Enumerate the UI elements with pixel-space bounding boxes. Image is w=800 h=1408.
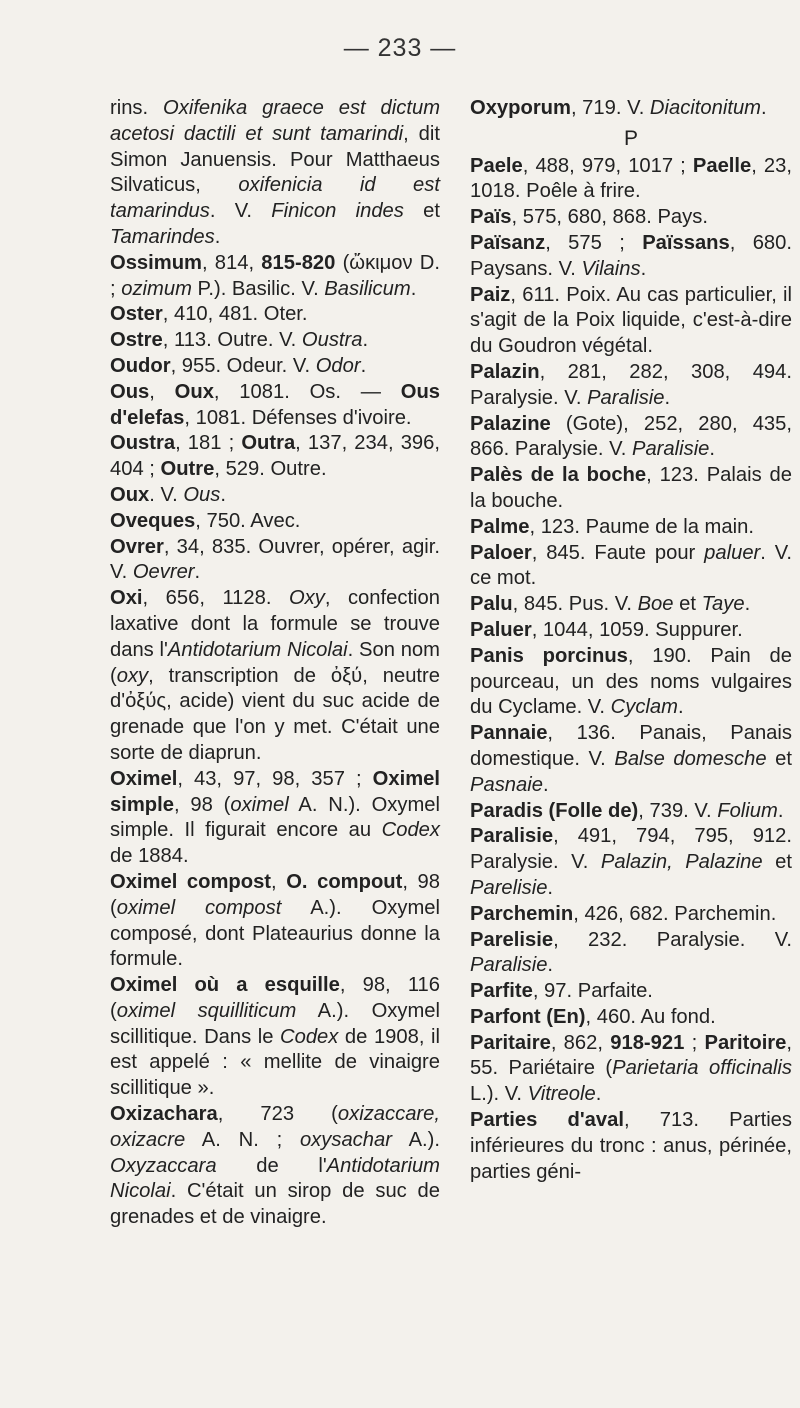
entry-italic-text: oximel compost — [116, 896, 282, 919]
entry-text: de l' — [216, 1154, 327, 1177]
entry-text: , 845. Faute pour — [531, 541, 705, 564]
entry-text: A. N.). Oxymel simple. Il figurait encore au — [110, 793, 440, 842]
entry-italic-text: Finicon indes — [271, 200, 404, 223]
entry-text: et — [766, 747, 792, 770]
right-column — [470, 96, 792, 1185]
entry-headword: Ossimum — [110, 251, 202, 274]
entry-text: , 98, 116 ( — [110, 974, 440, 1022]
entry-text: , 97. Parfaite. — [532, 980, 653, 1003]
entry-text: , 1081. Os. — — [213, 380, 401, 403]
entry-italic-text: Paralisie — [587, 386, 665, 409]
entry-headword: Paritaire — [470, 1031, 551, 1054]
entry-headword: Oximel — [110, 767, 178, 790]
entry-text: . — [410, 277, 417, 300]
entry-text: et — [762, 851, 792, 874]
entry-headword: Oux — [174, 380, 214, 403]
entry-text: . — [761, 97, 767, 119]
entry-text: , 136. Panais, Panais domestique. V. — [470, 722, 792, 770]
entry-text: . — [595, 1083, 602, 1106]
entry-headword: Outra — [241, 432, 296, 455]
dictionary-entry — [110, 767, 440, 870]
dictionary-entry — [470, 979, 792, 1005]
entry-italic-text: oxysachar — [299, 1128, 392, 1151]
entry-italic-text: oxifenicia id est tamarindus — [110, 174, 440, 223]
entry-text: . — [547, 876, 554, 899]
entry-italic-text: Palazin, Palazine — [600, 851, 763, 874]
entry-headword: Ostre — [110, 329, 163, 352]
entry-text: , 410, 481. Oter. — [162, 303, 308, 326]
entry-text: , 529. Outre. — [214, 458, 327, 481]
entry-italic-text: Cyclam — [610, 696, 678, 719]
entry-text: . C'était un sirop de suc de grenades et de vinaigre. — [110, 1180, 440, 1229]
entry-italic-text: Oxyzaccara — [110, 1154, 217, 1177]
entry-text: . — [677, 696, 684, 719]
entry-text: P.). Basilic. V. — [191, 277, 325, 300]
entry-text: , 113. Outre. V. — [162, 329, 302, 352]
entry-italic-text: Oevrer — [132, 561, 195, 584]
entry-text: . — [542, 773, 549, 796]
entry-headword: Parelisie — [470, 928, 554, 951]
entry-text: A.). Oxymel scillitique. Dans le — [110, 999, 440, 1048]
entry-text: , 488, 979, 1017 ; — [522, 154, 693, 177]
entry-italic-text: Vitreole — [527, 1083, 596, 1106]
dictionary-entry — [470, 360, 792, 412]
entry-text: . — [214, 225, 221, 248]
entry-italic-text: Antidotarium Nicolai — [110, 1154, 440, 1203]
entry-text: L.). V. — [470, 1083, 528, 1106]
dictionary-entry — [470, 463, 792, 515]
entry-headword: Oxi — [110, 587, 143, 610]
dictionary-entry — [470, 96, 792, 122]
entry-italic-text: ozimum — [121, 277, 192, 300]
dictionary-entry — [470, 824, 792, 901]
entry-text: . V. — [209, 200, 272, 223]
entry-text: , 575 ; — [545, 231, 643, 254]
dictionary-entry — [110, 251, 440, 303]
dictionary-entry — [470, 644, 792, 721]
dictionary-entry — [110, 586, 440, 767]
entry-headword: Oster — [110, 303, 163, 326]
entry-headword: Outre — [160, 458, 215, 481]
entry-text: , 426, 682. Parchemin. — [573, 902, 777, 925]
entry-text: , 460. Au fond. — [585, 1005, 716, 1028]
entry-italic-text: Codex — [280, 1025, 339, 1048]
entry-text: de 1884. — [110, 845, 189, 868]
entry-italic-text: Oxy — [288, 587, 325, 610]
entry-headword: Paelle — [692, 154, 752, 177]
entry-italic-text: oxizaccare, oxizacre — [110, 1103, 440, 1151]
entry-headword: Paele — [470, 154, 523, 177]
entry-italic-text: oxy — [116, 664, 149, 687]
entry-headword: Oxizachara — [110, 1103, 218, 1126]
entry-italic-text: Parietaria officinalis — [612, 1057, 792, 1080]
dictionary-entry — [470, 618, 792, 644]
entry-text: . Son nom ( — [110, 638, 440, 687]
entry-text: , 98 ( — [173, 793, 231, 816]
entry-text: , 491, 794, 795, 912. Paralysie. V. — [470, 825, 792, 874]
entry-italic-text: Antidotarium Nicolai — [167, 638, 348, 661]
entry-headword: Paritoire — [704, 1031, 787, 1054]
dictionary-entry — [110, 1102, 440, 1231]
entry-italic-text: Oustra — [301, 329, 363, 352]
entry-text: , 1081. Défenses d'ivoire. — [184, 406, 412, 429]
entry-headword: Paluer — [470, 618, 532, 641]
entry-text: et — [403, 200, 441, 223]
entry-headword: Païsanz — [470, 231, 546, 254]
entry-text: , 814, — [202, 251, 262, 274]
dictionary-entry — [110, 509, 440, 535]
entry-headword: Pannaie — [470, 722, 548, 745]
entry-italic-text: Paralisie — [470, 954, 548, 977]
entry-text: . — [362, 329, 369, 352]
dictionary-entry — [470, 1031, 792, 1108]
entry-text: , 98 ( — [110, 870, 440, 919]
dictionary-entry — [470, 283, 792, 360]
entry-headword: Oxyporum — [470, 97, 571, 119]
entry-italic-text: Odor — [315, 354, 361, 377]
entry-headword: Paloer — [470, 541, 532, 564]
entry-text: . — [547, 954, 554, 977]
entry-headword: Palazin — [470, 360, 540, 383]
entry-text: , 281, 282, 308, 494. Paralysie. V. — [470, 360, 792, 409]
entry-text: , 232. Paralysie. V. — [553, 928, 792, 951]
entry-text: , 845. Pus. V. — [512, 593, 638, 616]
entry-italic-text: Pasnaie — [470, 773, 543, 796]
entry-headword: Païssans — [642, 231, 730, 254]
entry-headword: Oximel simple — [110, 767, 440, 816]
entry-text: , — [149, 380, 175, 403]
entry-text: . — [744, 593, 751, 616]
entry-italic-text: Balse domesche — [614, 747, 767, 770]
entry-headword: Païs — [470, 206, 512, 229]
entry-text: de 1908, il est appelé : « mellite de vinaigre scillitique ». — [110, 1025, 440, 1100]
entry-headword: Oximel compost — [110, 870, 272, 893]
entry-text: , 34, 835. Ouvrer, opérer, agir. V. — [110, 535, 440, 584]
entry-italic-text: oximel squilliticum — [116, 999, 297, 1022]
entry-headword: 918-921 — [610, 1031, 685, 1054]
entry-text: (ὤκιμον D. ; — [110, 251, 440, 300]
entry-italic-text: Parelisie — [470, 876, 548, 899]
dictionary-entry — [110, 535, 440, 587]
entry-headword: Palès de la boche — [470, 464, 647, 487]
entry-text: . V. — [149, 483, 184, 506]
entry-italic-text: Tamarindes — [110, 225, 215, 248]
entry-text: , 723 ( — [217, 1103, 338, 1126]
entry-text: , 23, 1018. Poêle à frire. — [470, 154, 792, 203]
dictionary-entry — [470, 231, 792, 283]
entry-text: , transcription de ὀξύ, neutre d'ὀξύς, acide) vient du suc acide de grenade que l'on y met. C'était une sorte de diaprun. — [110, 664, 440, 764]
entry-text: , 955. Odeur. V. — [170, 354, 316, 377]
entry-italic-text: Codex — [381, 819, 440, 842]
entry-headword: Palu — [470, 593, 513, 616]
entry-text: , 750. Avec. — [195, 509, 301, 532]
entry-text: et — [673, 593, 702, 616]
dictionary-entry — [110, 870, 440, 973]
dictionary-entry — [470, 902, 792, 928]
section-letter: P — [623, 126, 638, 150]
entry-text: (Gote), 252, 280, 435, 866. Paralysie. V. — [470, 412, 792, 461]
entry-text: . V. ce mot. — [470, 541, 792, 590]
entry-headword: Oux — [110, 483, 150, 506]
entry-headword: Panis porcinus — [470, 644, 628, 667]
entry-text: . — [709, 438, 716, 461]
entry-italic-text: Diacitonitum — [649, 97, 761, 119]
entry-italic-text: Taye — [701, 593, 745, 616]
entry-text: , 181 ; — [175, 432, 242, 455]
entry-text: . — [777, 799, 784, 822]
entry-headword: Paralisie — [470, 825, 554, 848]
entry-italic-text: oximel — [230, 793, 289, 816]
page-number: — 233 — — [343, 34, 457, 62]
dictionary-entry — [470, 1005, 792, 1031]
dictionary-entry — [470, 592, 792, 618]
entry-headword: Oustra — [110, 432, 176, 455]
entry-headword: Parfite — [470, 980, 533, 1003]
entry-text: , 611. Poix. Au cas particulier, il s'agit de la Poix liquide, c'est-à-dire du Goudron végétal. — [470, 283, 792, 358]
entry-text: , 123. Palais de la bouche. — [470, 464, 792, 512]
entry-text: , 1044, 1059. Suppurer. — [531, 618, 743, 641]
entry-text: , — [271, 870, 287, 893]
entry-headword: 815-820 — [261, 251, 336, 274]
entry-italic-text: Ous — [183, 483, 221, 506]
entry-headword: Paiz — [470, 283, 511, 306]
entry-headword: Ous — [110, 380, 150, 403]
dictionary-entry — [470, 515, 792, 541]
entry-headword: Oximel où a esquille — [110, 974, 340, 997]
entry-headword: Parties d'aval — [470, 1109, 624, 1132]
entry-text: . — [220, 483, 226, 506]
entry-italic-text: Vilains — [581, 257, 641, 280]
entry-headword: Palme — [470, 515, 530, 538]
entry-headword: Palazine — [470, 412, 551, 435]
dictionary-entry — [470, 721, 792, 798]
entry-text: A. N. ; — [185, 1128, 300, 1151]
entry-text: , 575, 680, 868. Pays. — [511, 206, 708, 229]
entry-text: , 713. Parties inférieures du tronc : anus, périnée, parties géni- — [470, 1109, 792, 1183]
entry-italic-text: Boe — [637, 593, 674, 616]
entry-headword: Parchemin — [470, 902, 574, 925]
entry-text: . — [640, 257, 647, 280]
dictionary-entry — [470, 412, 792, 464]
entry-headword: Ovrer — [110, 535, 164, 558]
entry-text: , 43, 97, 98, 357 ; — [177, 767, 373, 790]
left-column — [110, 96, 440, 1231]
dictionary-entry — [470, 1108, 792, 1185]
entry-italic-text: Paralisie — [631, 438, 710, 461]
entry-text: , 123. Paume de la main. — [529, 515, 754, 538]
entry-text: , confection laxative dont la formule se trouve dans l' — [110, 587, 440, 661]
dictionary-entry — [110, 302, 440, 328]
entry-text: A.). — [391, 1128, 440, 1151]
dictionary-entry — [110, 328, 440, 354]
dictionary-entry — [110, 354, 440, 380]
entry-headword: Paradis (Folle de) — [470, 799, 639, 822]
dictionary-entry — [110, 973, 440, 1102]
dictionary-entry — [470, 541, 792, 593]
entry-text: . — [360, 354, 367, 377]
entry-text: , 137, 234, 396, 404 ; — [110, 432, 440, 481]
dictionary-entry — [470, 799, 792, 825]
entry-headword: Oudor — [110, 354, 171, 377]
dictionary-entry — [470, 928, 792, 980]
entry-text: . — [194, 561, 201, 584]
entry-headword: Ous d'elefas — [110, 380, 441, 429]
entry-text: ; — [684, 1031, 705, 1054]
dictionary-entry — [110, 431, 440, 483]
entry-text: . — [664, 386, 671, 409]
entry-text: , 680. Paysans. V. — [470, 231, 792, 280]
dictionary-entry — [110, 380, 440, 432]
entry-text: , 739. V. — [638, 799, 718, 822]
entry-text: rins. — [110, 97, 164, 119]
dictionary-entry — [470, 205, 792, 231]
dictionary-entry — [470, 154, 792, 206]
entry-text: , 656, 1128. — [142, 587, 289, 610]
entry-italic-text: Oxifenika graece est dictum acetosi dactili et sunt tamarindi — [110, 97, 441, 145]
entry-italic-text: Basilicum — [324, 277, 411, 300]
entry-text: , 55. Pariétaire ( — [470, 1031, 792, 1080]
dictionary-entry — [110, 96, 440, 251]
entry-headword: Parfont (En) — [470, 1005, 586, 1028]
entry-headword: O. compout — [286, 870, 403, 893]
dictionary-entry — [110, 483, 440, 509]
entry-text: , 719. V. — [570, 97, 650, 119]
entry-text: , dit Simon Januensis. Pour Matthaeus Silvaticus, — [110, 122, 440, 197]
entry-text: , 862, — [550, 1031, 611, 1054]
entry-text: A.). Oxymel composé, dont Plateaurius donne la formule. — [110, 896, 440, 971]
entry-headword: Oveques — [110, 509, 196, 532]
entry-text: , 190. Pain de pourceau, un des noms vulgaires du Cyclame. V. — [470, 644, 792, 719]
entry-italic-text: paluer — [704, 541, 761, 564]
entry-italic-text: Folium — [717, 799, 778, 822]
